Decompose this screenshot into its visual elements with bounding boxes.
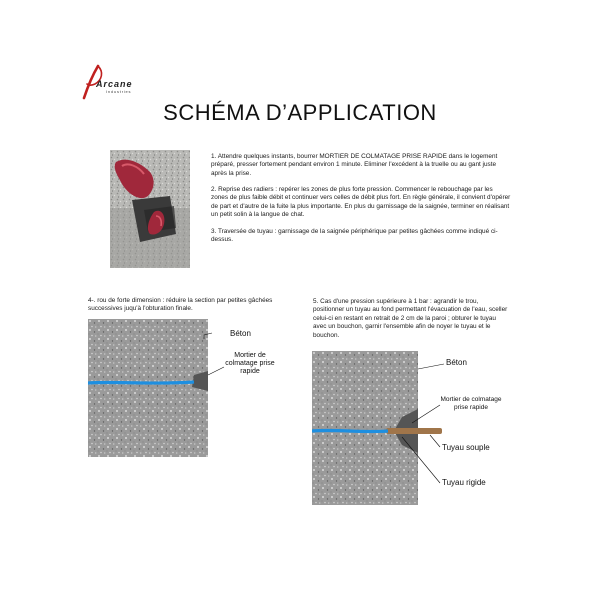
- step-1: [211, 153, 511, 178]
- step-4-diagram: [88, 319, 284, 457]
- step-5-label-beton: Béton: [446, 358, 467, 367]
- step-4-label-beton: Béton: [230, 329, 251, 338]
- step-1-intro: 1. Attendre quelques instants, bourrer: [211, 153, 320, 160]
- step-5-label-tuyau-rigide: Tuyau rigide: [442, 478, 486, 487]
- brand-name: Arcane: [96, 79, 133, 89]
- application-photo: [110, 150, 190, 268]
- step-5-diagram: [312, 351, 510, 505]
- step-5-label-tuyau-souple: Tuyau souple: [442, 443, 490, 452]
- step-4-caption: 4-. rou de forte dimension : réduire la section par petites gâchées successives juqu'à l'obturation finale.: [88, 297, 273, 313]
- step-1-product: MORTIER DE COLMATAGE PRISE RAPIDE: [319, 153, 447, 160]
- step-5-label-mortier: Mortier de colmatage prise rapide: [440, 396, 502, 411]
- step-1-rest: dans le logement préparé, presser fortement pendant environ 1 minute. Eliminer l'excédent à la truelle ou au gant juste après la prise.: [211, 153, 498, 177]
- step-4-label-mortier: Mortier de colmatage prise rapide: [225, 352, 275, 375]
- step-5-caption: 5. Cas d'une pression supérieure à 1 bar : agrandir le trou, positionner un tuyau au fond permettant l'évacuation de l'eau, sceller celui-ci en restant en retrait de 2 cm de la paroi ; obturer le tuyau avec un bouchon, garnir l'ensemble afin de noyer le tuyau et le bouchon.: [313, 298, 508, 339]
- step-3: 3. Traversée de tuyau : garnissage de la saignée périphérique par petites gâchées comme indiqué ci-dessus.: [211, 227, 498, 243]
- step-2: 2. Reprise des radiers : repérer les zones de plus forte pression. Commencer le rebouchage par les zones de plus faible débit et continuer vers celles de débit plus fort. En règle générale, il convient d'opérer de part et d'autre de la fuite la plus importante. En plus du garnissage de la saignée, terminer en réalisant un petit solin à la langue de chat.: [211, 186, 511, 219]
- page-title: SCHÉMA D’APPLICATION: [163, 100, 437, 125]
- brand-subtitle: Industries: [106, 89, 132, 94]
- brand-logo: [82, 62, 138, 102]
- instructions: [211, 153, 511, 253]
